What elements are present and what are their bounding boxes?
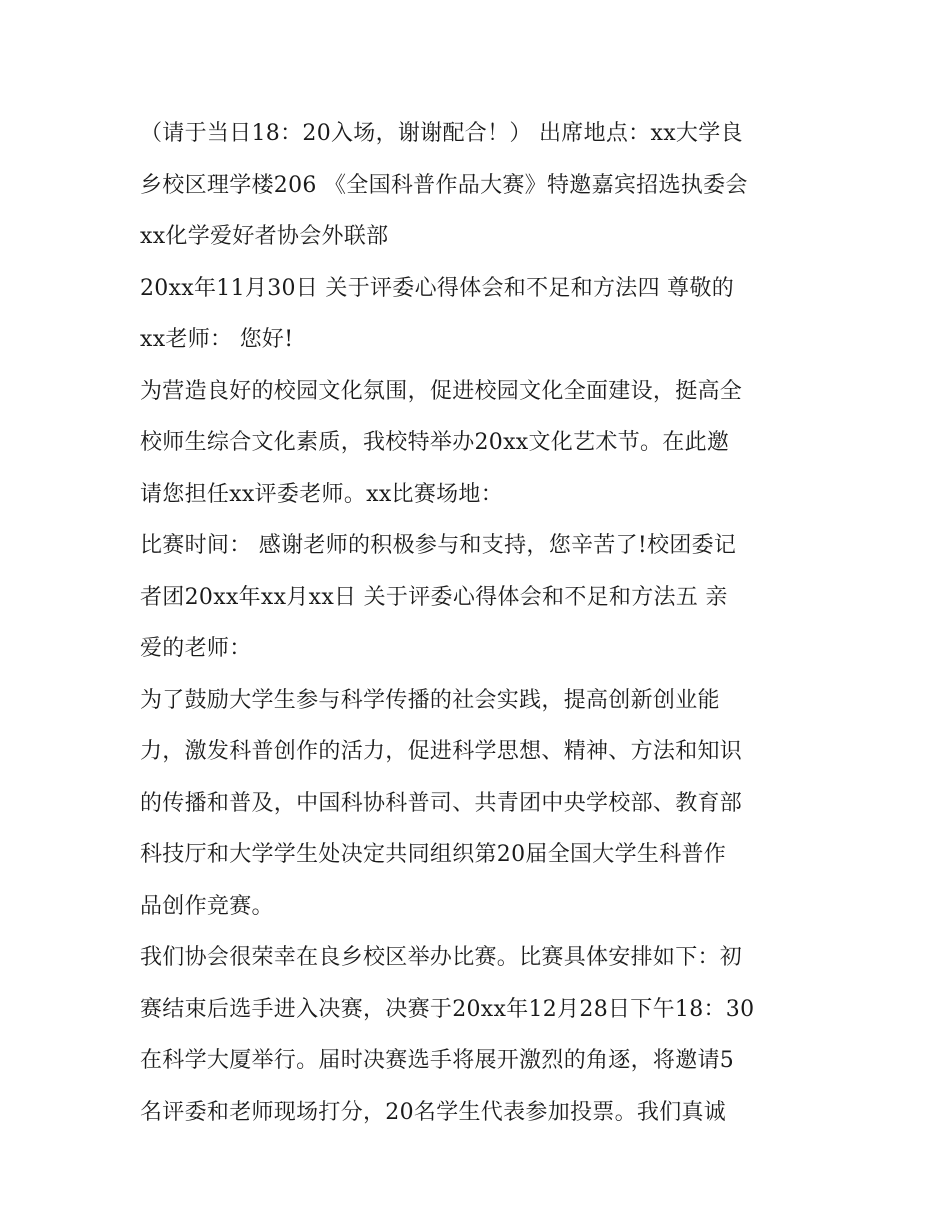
text-line: 比赛时间： 感谢老师的积极参与和支持，您辛苦了!校团委记 [140,533,737,558]
text-line: 请您担任xx评委老师。xx比赛场地： [140,481,504,507]
text-line: （请于当日18：20入场，谢谢配合！） 出席地点：xx大学良 [140,121,743,146]
text-line: 的传播和普及，中国科协科普司、共青团中央学校部、教育部 [140,790,743,816]
text-line: 我们协会很荣幸在良乡校区举办比赛。比赛具体安排如下：初 [140,945,743,970]
text-line: 爱的老师： [140,636,252,661]
text-line: 20xx年11月30日 关于评委心得体会和不足和方法四 尊敬的 [140,275,735,301]
text-line: 为了鼓励大学生参与科学传播的社会实践，提高创新创业能 [140,687,720,713]
text-line: 力，激发科普创作的活力，促进科学思想、精神、方法和知识 [140,739,743,764]
text-line: 者团20xx年xx月xx日 关于评委心得体会和不足和方法五 亲 [140,584,728,610]
text-line: 名评委和老师现场打分，20名学生代表参加投票。我们真诚 [140,1099,727,1125]
text-line: 为营造良好的校园文化氛围，促进校园文化全面建设，挺高全 [140,378,743,404]
text-line: xx老师： 您好! [140,327,294,352]
text-line: 科技厅和大学学生处决定共同组织第20届全国大学生科普作 [140,842,727,867]
text-line: xx化学爱好者协会外联部 [140,224,389,249]
text-line: 品创作竞赛。 [140,893,274,919]
text-line: 校师生综合文化素质，我校特举办20xx文化艺术节。在此邀 [140,430,730,455]
document-body [140,108,820,1138]
text-line: 赛结束后选手进入决赛，决赛于20xx年12月28日下午18：30 [140,996,755,1022]
text-line: 乡校区理学楼206 《全国科普作品大赛》特邀嘉宾招选执委会 [140,172,748,198]
text-line: 在科学大厦举行。届时决赛选手将展开激烈的角逐，将邀请5 [140,1048,735,1073]
